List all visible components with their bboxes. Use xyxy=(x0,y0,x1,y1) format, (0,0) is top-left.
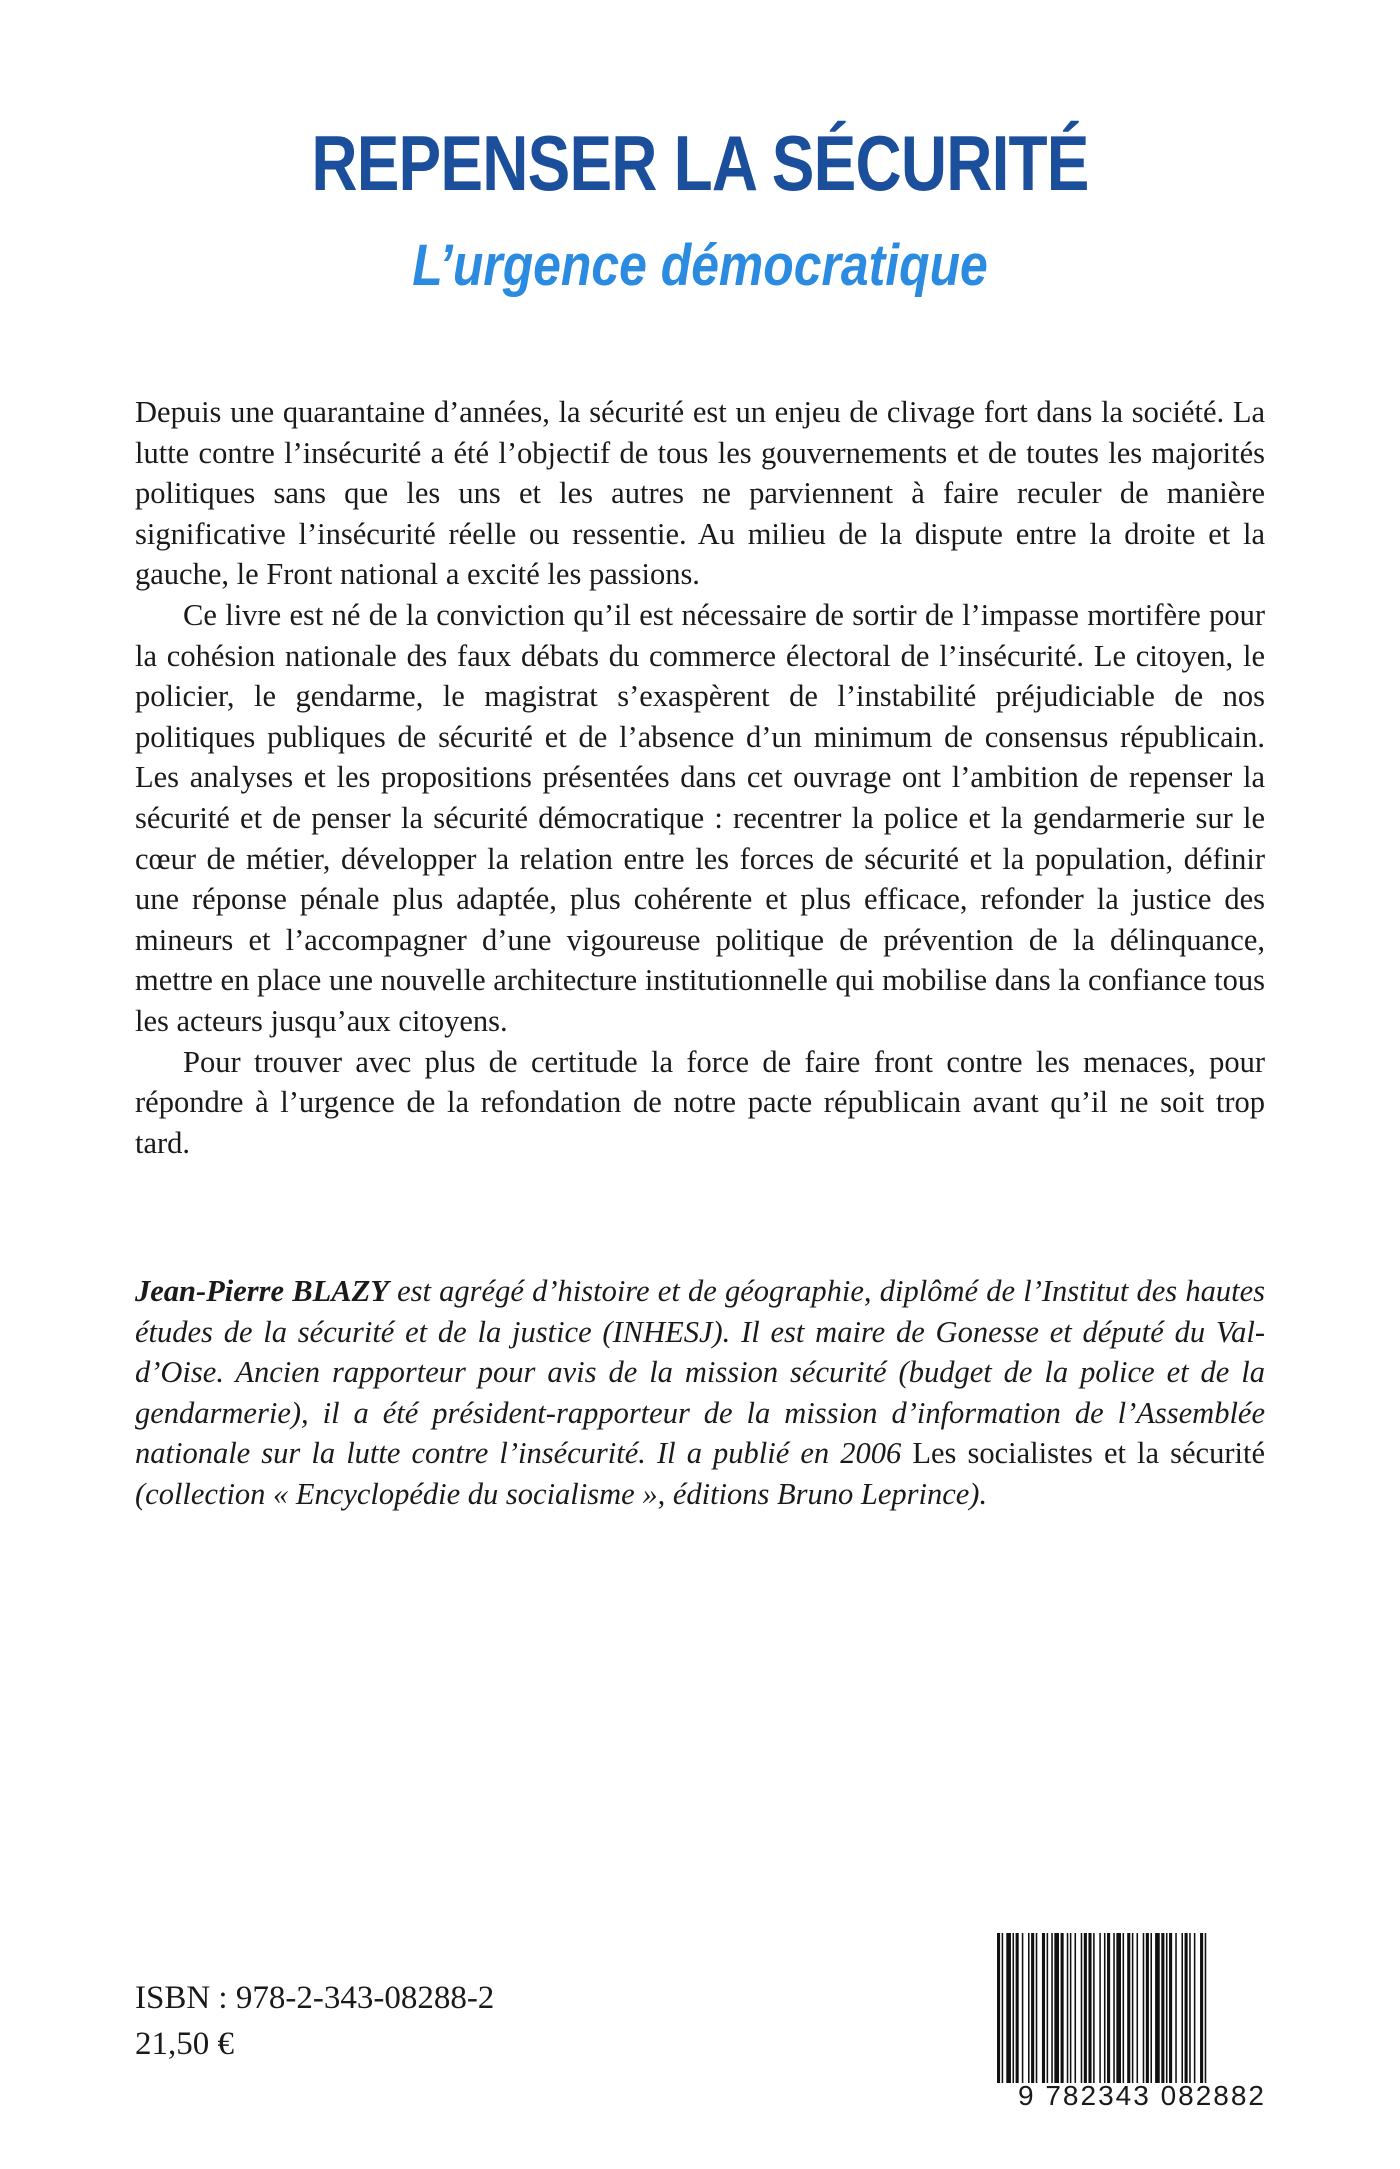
author-bio-text-end: (collection « Encyclopédie du socialisme », éditions Bruno Leprince). xyxy=(135,1476,988,1511)
barcode-bar xyxy=(1146,1933,1149,2083)
barcode-bar xyxy=(1185,1933,1188,2083)
barcode-bar xyxy=(1051,1933,1053,2083)
barcode-digits: 9 782343 082882 xyxy=(1018,2080,1266,2111)
barcode-bar xyxy=(1016,1933,1019,2083)
barcode-bar xyxy=(1054,1933,1059,2083)
barcode-bar xyxy=(1143,1933,1145,2083)
barcode-bar xyxy=(1181,1933,1183,2083)
barcode-bar xyxy=(1194,1933,1196,2083)
barcode-bar xyxy=(1070,1933,1072,2083)
barcode-bar xyxy=(1036,1933,1038,2083)
barcode-bar xyxy=(1107,1933,1110,2083)
barcode-bar xyxy=(1104,1933,1106,2083)
barcode-bar xyxy=(1002,1933,1004,2083)
author-name: Jean-Pierre BLAZY xyxy=(135,1274,389,1308)
barcode-bar xyxy=(1132,1933,1134,2083)
isbn: ISBN : 978-2-343-08288-2 xyxy=(135,1980,495,2016)
barcode-bar xyxy=(1127,1933,1130,2083)
book-title: REPENSER LA SÉCURITÉ xyxy=(311,119,1089,207)
barcode-bar xyxy=(1061,1933,1064,2083)
barcode-bar xyxy=(1047,1933,1049,2083)
blurb-paragraph: Ce livre est né de la conviction qu’il est nécessaire de sortir de l’impasse mortifère pour la cohésion nationale des faux débats du commerce électoral de l’insécurité. Le citoyen, le policier, le gendarme, le magistrat s’exaspèrent de l’instabilité préjudiciable de nos politiques publiques de sécurité et de l’absence d’un minimum de consensus républicain. Les analyses et les propositions présentées dans cet ouvrage ont l’ambition de repenser la sécurité et de penser la sécurité démocratique : recentrer la police et la gendarmerie sur le cœur de métier, développer la relation entre les forces de sécurité et la population, définir une réponse pénale plus adaptée, plus cohérente et plus efficace, refonder la justice des mineurs et l’accompagner d’une vigoureuse politique de prévention de la délinquance, mettre en place une nouvelle architecture institutionnelle qui mobilise dans la confiance tous les acteurs jusqu’aux citoyens. xyxy=(135,597,1265,1038)
barcode-bar xyxy=(1200,1933,1203,2083)
barcode-bar xyxy=(1084,1933,1087,2083)
barcode-bar xyxy=(1205,1933,1207,2083)
barcode-icon xyxy=(993,1933,1291,2083)
barcode-bar xyxy=(1166,1933,1168,2083)
barcode-bar xyxy=(1150,1933,1152,2083)
barcode-bar xyxy=(1088,1933,1091,2083)
barcode-bar xyxy=(1081,1933,1083,2083)
barcode-bar xyxy=(1123,1933,1125,2083)
barcode-bar xyxy=(1013,1933,1015,2083)
barcode-bar xyxy=(1067,1933,1069,2083)
barcode-bar xyxy=(1028,1933,1030,2083)
cited-book-title: Les socialistes et la sécurité xyxy=(912,1436,1265,1471)
barcode-bar xyxy=(1099,1933,1101,2083)
barcode-bar xyxy=(1022,1933,1024,2083)
barcode-bar xyxy=(1116,1933,1121,2083)
author-bio-text: est agrégé d’histoire et de géographie, diplômé de l’Institut des hautes études de la sécurité et de la justice (INHESJ). Il est maire de Gonesse et député du Val-d’Oise. Ancien rapporteur pour avis de la mission sécurité (budget de la police et de la gendarmerie), il a été président-rapporteur de la mission d’information de l’Assemblée nationale sur la lutte contre l’insécurité. Il a publié en 2006 xyxy=(135,1274,1266,1471)
barcode-bar xyxy=(1093,1933,1095,2083)
barcode-bar xyxy=(1113,1933,1115,2083)
barcode-bar xyxy=(1075,1933,1077,2083)
barcode-bar xyxy=(1137,1933,1139,2083)
barcode-bar xyxy=(1031,1933,1034,2083)
blurb-paragraph: Depuis une quarantaine d’années, la sécurité est un enjeu de clivage fort dans la société. La lutte contre l’insécurité a été l’objectif de tous les gouvernements et de toutes les majorités politiques sans que les uns et les autres ne parviennent à faire reculer de manière significative l’insécurité réelle ou ressentie. Au milieu de la dispute entre la droite et la gauche, le Front national a excité les passions. xyxy=(135,395,1265,592)
author-bio xyxy=(135,1271,1265,1515)
book-subtitle: L’urgence démocratique xyxy=(412,233,988,298)
barcode-bar xyxy=(1006,1933,1011,2083)
barcode-bar xyxy=(1042,1933,1045,2083)
barcode-bar xyxy=(1189,1933,1191,2083)
barcode-bar xyxy=(1161,1933,1164,2083)
barcode-bar xyxy=(997,1933,1000,2083)
barcode-bar xyxy=(1175,1933,1177,2083)
back-cover-blurb xyxy=(135,392,1265,1163)
barcode-bar xyxy=(1169,1933,1172,2083)
blurb-paragraph: Pour trouver avec plus de certitude la force de faire front contre les menaces, pour répondre à l’urgence de la refondation de notre pacte républicain avant qu’il ne soit trop tard. xyxy=(135,1044,1265,1160)
barcode-bar xyxy=(1155,1933,1160,2083)
price: 21,50 € xyxy=(135,2026,234,2062)
